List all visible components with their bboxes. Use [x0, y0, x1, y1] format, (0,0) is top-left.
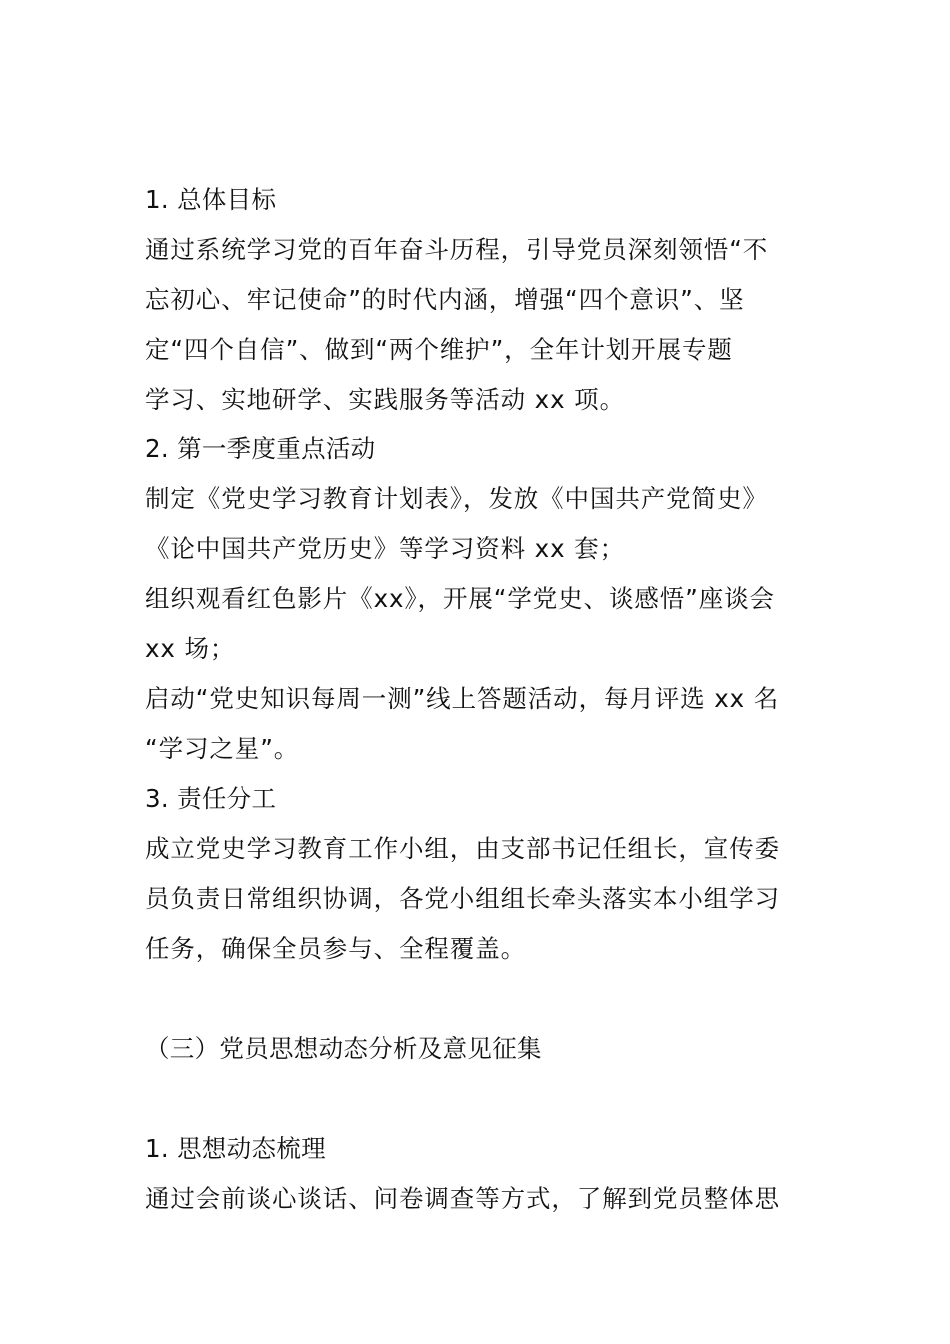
- paragraph-line: 任务，确保全员参与、全程覆盖。: [145, 934, 526, 963]
- section-heading-three: （三）党员思想动态分析及意见征集: [145, 1034, 542, 1063]
- paragraph-line: 启动“党史知识每周一测”线上答题活动，每月评选 xx 名: [145, 684, 780, 713]
- paragraph-line: 定“四个自信”、做到“两个维护”，全年计划开展专题: [145, 335, 733, 364]
- heading-responsibilities: 3. 责任分工: [145, 784, 277, 813]
- paragraph-line: 制定《党史学习教育计划表》，发放《中国共产党简史》: [145, 484, 768, 513]
- paragraph-line: 《论中国共产党历史》等学习资料 xx 套；: [145, 534, 625, 563]
- heading-thought-review: 1. 思想动态梳理: [145, 1134, 326, 1163]
- paragraph-line: “学习之星”。: [145, 734, 300, 763]
- paragraph-line: 组织观看红色影片《xx》，开展“学党史、谈感悟”座谈会: [145, 584, 775, 613]
- paragraph-line: 忘初心、牢记使命”的时代内涵，增强“四个意识”、坚: [145, 285, 745, 314]
- paragraph-line: 学习、实地研学、实践服务等活动 xx 项。: [145, 385, 625, 414]
- paragraph-line: 员负责日常组织协调，各党小组组长牵头落实本小组学习: [145, 884, 780, 913]
- paragraph-line: 通过会前谈心谈话、问卷调查等方式，了解到党员整体思: [145, 1184, 780, 1213]
- heading-overall-goal: 1. 总体目标: [145, 185, 277, 214]
- heading-q1-activities: 2. 第一季度重点活动: [145, 434, 376, 463]
- paragraph-line: 通过系统学习党的百年奋斗历程，引导党员深刻领悟“不: [145, 235, 769, 264]
- paragraph-line: xx 场；: [145, 634, 236, 663]
- paragraph-line: 成立党史学习教育工作小组，由支部书记任组长，宣传委: [145, 834, 780, 863]
